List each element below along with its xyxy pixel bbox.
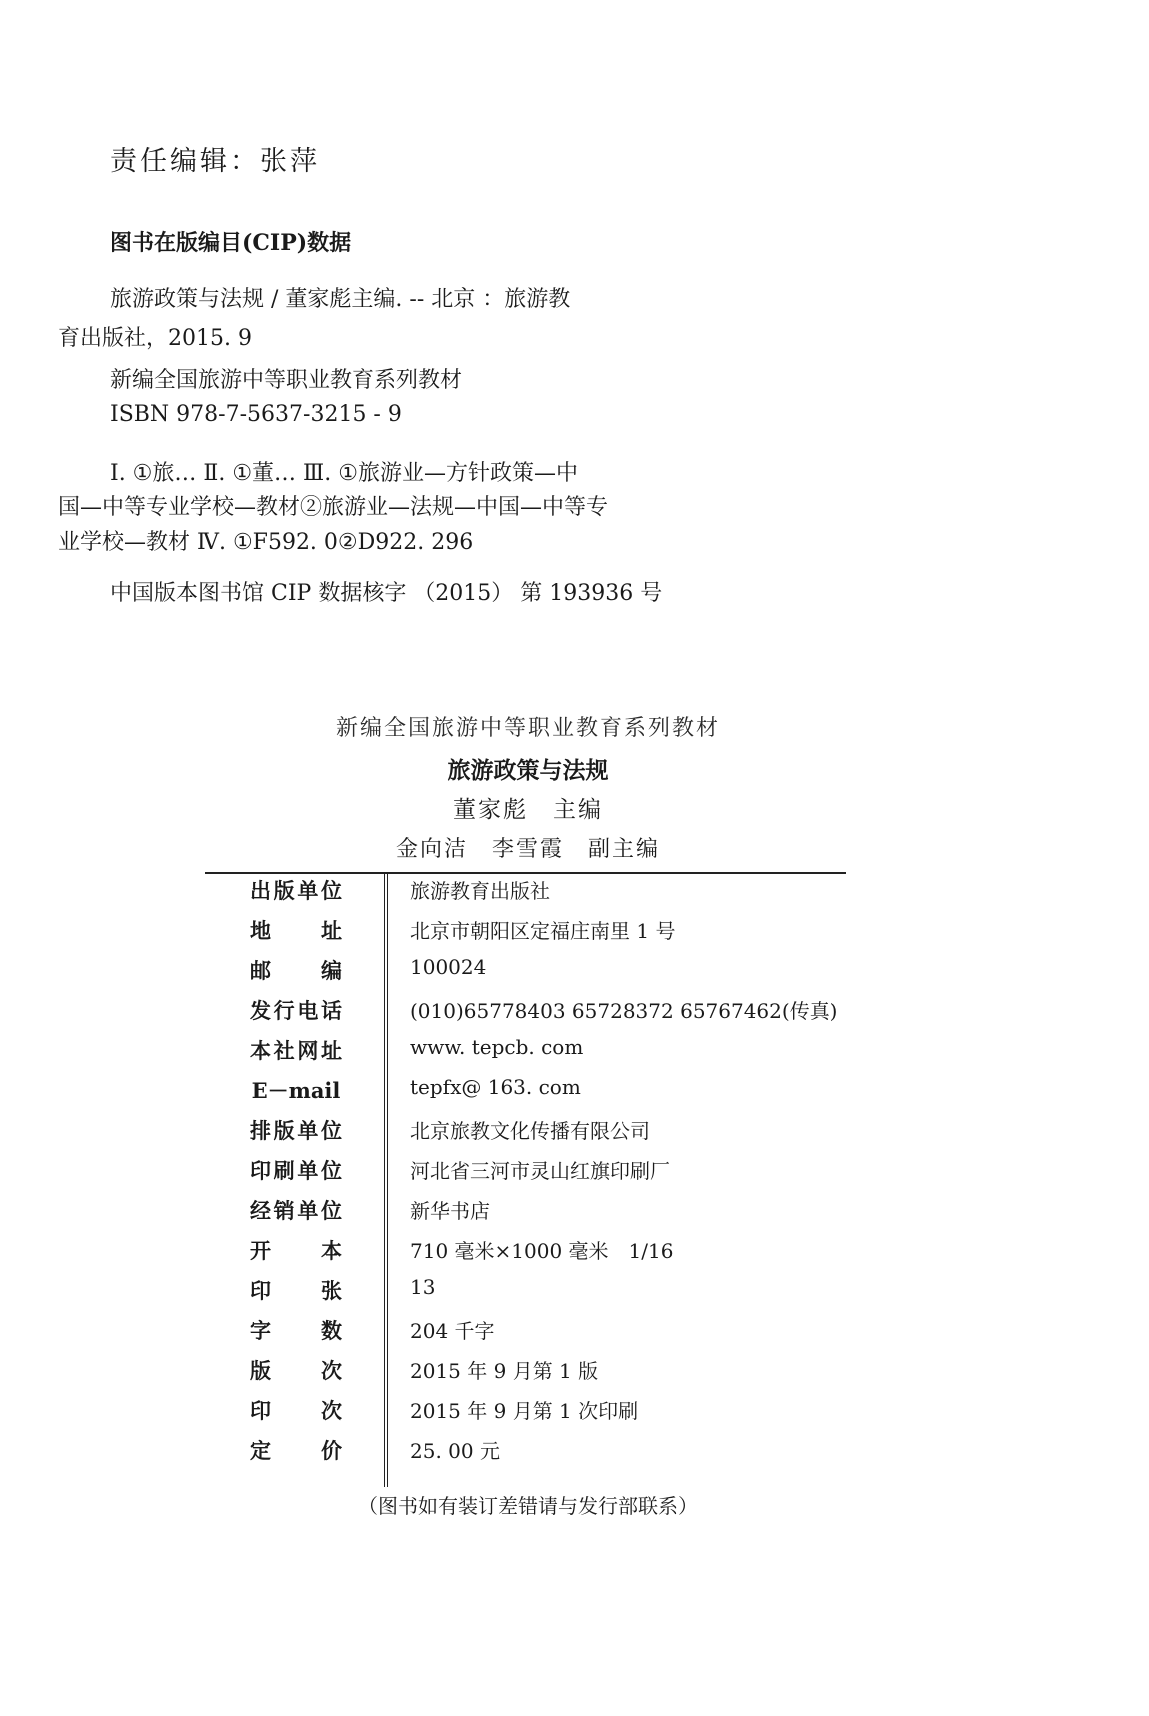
table-row xyxy=(0,1235,1056,1275)
cip-title: 图书在版编目(CIP)数据 xyxy=(110,230,352,256)
table-row xyxy=(0,1275,1056,1315)
row-value: 13 xyxy=(410,1275,436,1299)
row-key: 定价 xyxy=(250,1438,342,1463)
row-value: 北京旅教文化传播有限公司 xyxy=(410,1119,650,1143)
row-key: 版次 xyxy=(250,1358,342,1383)
table-row xyxy=(0,1315,1056,1355)
row-value: 710 毫米×1000 毫米 1/16 xyxy=(410,1239,674,1263)
row-key: 出版单位 xyxy=(250,878,342,903)
row-key: 地址 xyxy=(250,918,342,943)
row-value: 旅游教育出版社 xyxy=(410,879,550,903)
cip-line: 育出版社，2015. 9 xyxy=(58,326,252,351)
row-key: 字数 xyxy=(250,1318,342,1343)
cip-line: 业学校—教材 Ⅳ. ①F592. 0②D922. 296 xyxy=(58,530,474,555)
row-key: 邮编 xyxy=(250,958,342,983)
table-row xyxy=(0,1075,1056,1115)
row-key: E－mail xyxy=(251,1078,341,1103)
deputy-editors: 金向洁 李雪霞 副主编 xyxy=(395,837,660,862)
footnote: （图书如有装订差错请与发行部联系） xyxy=(358,1494,698,1518)
row-key: 排版单位 xyxy=(250,1118,342,1143)
row-value: 2015 年 9 月第 1 版 xyxy=(410,1359,599,1383)
table-row xyxy=(0,995,1056,1035)
row-value: tepfx@ 163. com xyxy=(410,1075,581,1099)
row-key: 本社网址 xyxy=(250,1038,342,1063)
row-value: 204 千字 xyxy=(410,1319,495,1343)
cip-line: Ⅰ. ①旅… Ⅱ. ①董… Ⅲ. ①旅游业—方针政策—中 xyxy=(110,461,578,486)
cip-line: 旅游政策与法规 / 董家彪主编. -- 北京 ：旅游教 xyxy=(110,287,571,312)
row-value: (010)65778403 65728372 65767462(传真) xyxy=(410,999,838,1023)
row-value: 新华书店 xyxy=(410,1199,490,1223)
row-key: 印刷单位 xyxy=(250,1158,342,1183)
cip-line: ISBN 978-7-5637-3215 - 9 xyxy=(110,402,402,427)
row-key: 印次 xyxy=(250,1398,342,1423)
table-row xyxy=(0,1435,1056,1475)
cip-line: 国—中等专业学校—教材②旅游业—法规—中国—中等专 xyxy=(58,495,609,520)
row-value: 北京市朝阳区定福庄南里 1 号 xyxy=(410,919,676,943)
table-row xyxy=(0,1035,1056,1075)
row-value: 100024 xyxy=(410,955,487,979)
responsible-editor: 责任编辑：张萍 xyxy=(110,146,320,177)
table-row xyxy=(0,1155,1056,1195)
row-value: www. tepcb. com xyxy=(410,1035,584,1059)
row-value: 25. 00 元 xyxy=(410,1439,500,1463)
row-value: 2015 年 9 月第 1 次印刷 xyxy=(410,1399,639,1423)
row-key: 印张 xyxy=(250,1278,342,1303)
row-value: 河北省三河市灵山红旗印刷厂 xyxy=(410,1159,670,1183)
cip-line: 新编全国旅游中等职业教育系列教材 xyxy=(110,368,463,393)
row-key: 经销单位 xyxy=(250,1198,342,1223)
chief-editor: 董家彪 主编 xyxy=(453,797,603,823)
row-key: 开本 xyxy=(250,1238,342,1263)
table-row xyxy=(0,1395,1056,1435)
table-row xyxy=(0,875,1056,915)
table-row xyxy=(0,1115,1056,1155)
cip-line: 中国版本图书馆 CIP 数据核字 （2015） 第 193936 号 xyxy=(110,581,663,606)
table-row xyxy=(0,955,1056,995)
table-row xyxy=(0,1195,1056,1235)
book-title: 旅游政策与法规 xyxy=(447,757,609,784)
table-row xyxy=(0,1355,1056,1395)
table-row xyxy=(0,915,1056,955)
row-key: 发行电话 xyxy=(250,998,342,1023)
series-title: 新编全国旅游中等职业教育系列教材 xyxy=(335,716,720,741)
table-top-rule xyxy=(205,872,846,874)
